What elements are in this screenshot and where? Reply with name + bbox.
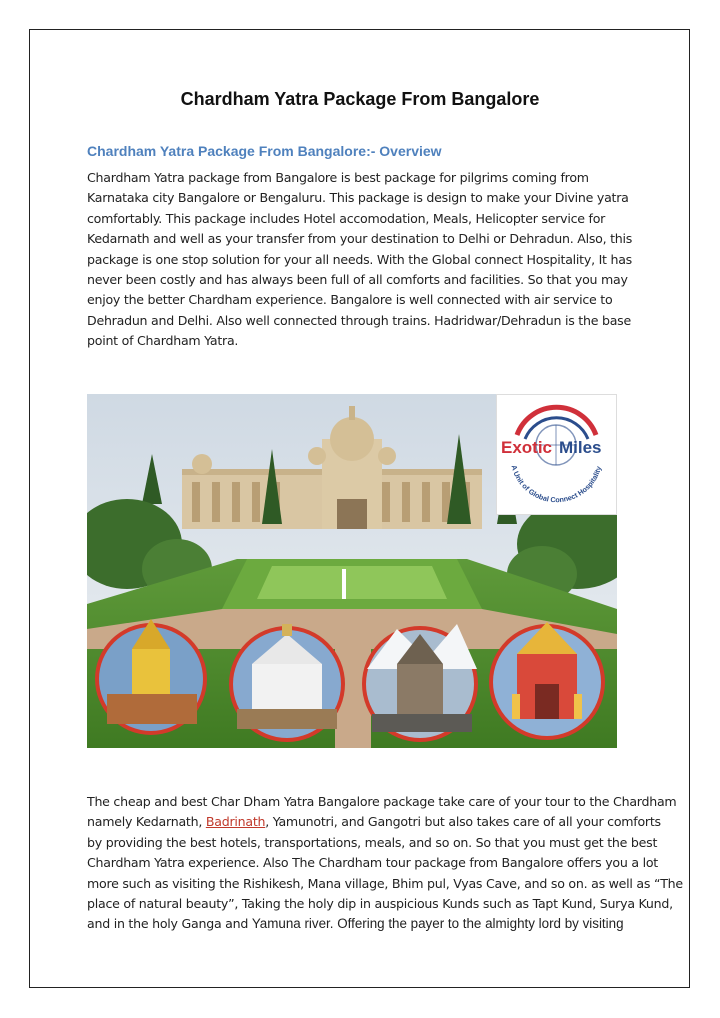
paragraph-line: Kedarnath and well as your transfer from your destination to Delhi or Dehradun. Also, this <box>87 231 633 247</box>
text-run-tail: Yamuna river. Offering the payer to the almighty lord by visiting <box>251 916 624 932</box>
paragraph-line: Chardham Yatra experience. Also The Chardham tour package from Bangalore offers you a lot <box>87 855 658 871</box>
paragraph-line <box>87 812 661 832</box>
paragraph-line: Chardham Yatra package from Bangalore is best package for pilgrims coming from <box>87 170 589 185</box>
badrinath-link[interactable]: Badrinath <box>205 814 266 830</box>
paragraph-line: package is one stop solution for your all needs. With the Global connect Hospitality, It has <box>87 251 632 267</box>
logo-tagline: A Unit of Global Connect Hospitality <box>509 464 604 505</box>
paragraph-line: enjoy the better Chardham experience. Bangalore is well connected with air service to <box>87 292 613 308</box>
details-paragraph <box>87 792 683 935</box>
paragraph-line: never been costly and has always been full of all comforts and facilities. So that you may <box>87 272 628 288</box>
exotic-miles-logo <box>496 394 617 515</box>
paragraph-line: comfortably. This package includes Hotel accomodation, Meals, Helicopter service for <box>87 210 606 226</box>
paragraph-line: The cheap and best Char Dham Yatra Bangalore package take care of your tour to the Chardham <box>87 794 677 809</box>
text-run: , Yamunotri, and Gangotri but also takes care of all your comforts <box>265 814 661 830</box>
paragraph-line: Karnataka city Bangalore or Bengaluru. This package is design to make your Divine yatra <box>87 190 629 206</box>
section-heading: Chardham Yatra Package From Bangalore:- Overview <box>87 143 442 159</box>
paragraph-line: by providing the best hotels, transportations, meals, and so on. So that you must get the best <box>87 834 658 850</box>
text-run: namely Kedarnath, <box>87 814 206 830</box>
paragraph-line <box>87 914 635 934</box>
logo-word-exotic: Exotic <box>501 438 553 457</box>
paragraph-line: Dehradun and Delhi. Also well connected through trains. Hadridwar/Dehradun is the base <box>87 312 631 328</box>
logo-tagline-text <box>510 464 604 504</box>
page-title: Chardham Yatra Package From Bangalore <box>180 89 540 109</box>
logo-word-miles: Miles <box>559 438 602 457</box>
overview-paragraph <box>87 168 635 352</box>
logo-graphic <box>497 395 616 514</box>
paragraph-line: place of natural beauty”, Taking the holy dip in auspicious Kunds such as Tapt Kund, Surya Kund, <box>87 896 673 912</box>
paragraph-line: point of Chardham Yatra. <box>87 333 239 349</box>
paragraph-line: more such as visiting the Rishikesh, Mana village, Bhim pul, Vyas Cave, and so on. as well as “The <box>87 875 683 891</box>
text-run: and in the holy Ganga and <box>87 916 252 932</box>
